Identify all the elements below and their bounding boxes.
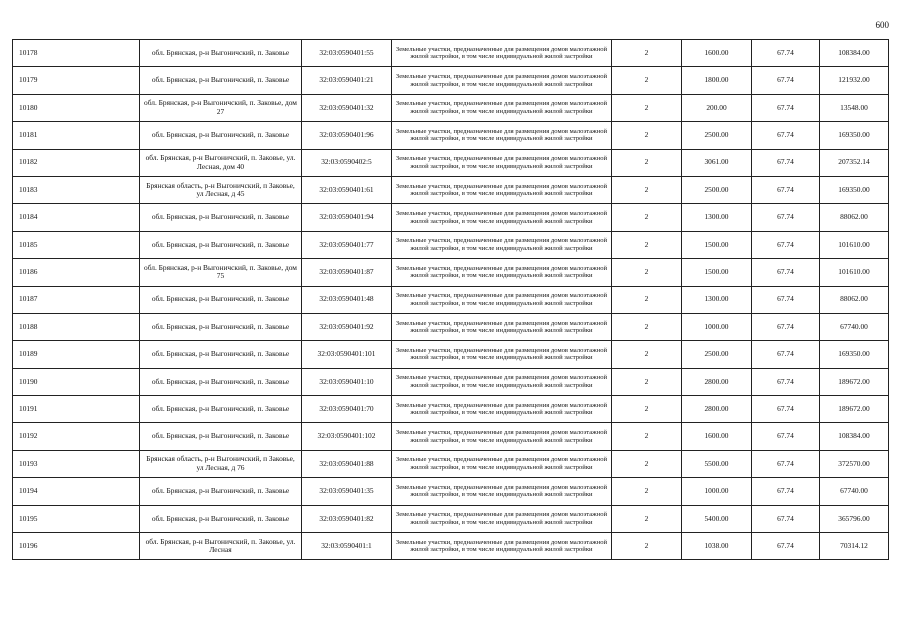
land-use-cell: Земельные участки, предназначенные для размещения домов малоэтажной жилой застройки, в том числе индивидуальной жилой застройки: [392, 505, 612, 532]
land-use-cell: Земельные участки, предназначенные для размещения домов малоэтажной жилой застройки, в том числе индивидуальной жилой застройки: [392, 478, 612, 505]
category-cell: 2: [612, 176, 682, 203]
cadastral-number-cell: 32:03:0590401:70: [302, 396, 392, 423]
area-cell: 1000.00: [682, 313, 752, 340]
address-cell: обл. Брянская, р-н Выгоничский, п. Заковье: [140, 341, 302, 368]
table-row: [13, 396, 889, 423]
address-cell: обл. Брянская, р-н Выгоничский, п. Заковье: [140, 423, 302, 450]
cadastral-number-cell: 32:03:0590401:61: [302, 176, 392, 203]
table-row: [13, 341, 889, 368]
cadastral-value-cell: 13548.00: [820, 94, 889, 121]
cadastral-value-cell: 67740.00: [820, 478, 889, 505]
table-row: [13, 94, 889, 121]
cadastral-number-cell: 32:03:0590401:94: [302, 204, 392, 231]
land-use-cell: Земельные участки, предназначенные для размещения домов малоэтажной жилой застройки, в том числе индивидуальной жилой застройки: [392, 341, 612, 368]
rate-cell: 67.74: [752, 204, 820, 231]
rate-cell: 67.74: [752, 478, 820, 505]
cadastral-value-cell: 101610.00: [820, 259, 889, 286]
table-row: [13, 259, 889, 286]
row-id-cell: 10187: [13, 286, 140, 313]
address-cell: обл. Брянская, р-н Выгоничский, п. Заковье, дом 75: [140, 259, 302, 286]
address-cell: обл. Брянская, р-н Выгоничский, п. Заковье: [140, 40, 302, 67]
row-id-cell: 10196: [13, 533, 140, 560]
row-id-cell: 10185: [13, 231, 140, 258]
land-use-cell: Земельные участки, предназначенные для размещения домов малоэтажной жилой застройки, в том числе индивидуальной жилой застройки: [392, 286, 612, 313]
address-cell: Брянская область, р-н Выгоничский, п Заковье, ул Лесная, д 76: [140, 450, 302, 477]
area-cell: 1300.00: [682, 286, 752, 313]
row-id-cell: 10184: [13, 204, 140, 231]
cadastral-number-cell: 32:03:0590401:77: [302, 231, 392, 258]
rate-cell: 67.74: [752, 176, 820, 203]
rate-cell: 67.74: [752, 122, 820, 149]
category-cell: 2: [612, 450, 682, 477]
category-cell: 2: [612, 149, 682, 176]
table-row: [13, 478, 889, 505]
address-cell: Брянская область, р-н Выгоничский, п Заковье, ул Лесная, д 45: [140, 176, 302, 203]
rate-cell: 67.74: [752, 341, 820, 368]
area-cell: 5400.00: [682, 505, 752, 532]
land-use-cell: Земельные участки, предназначенные для размещения домов малоэтажной жилой застройки, в том числе индивидуальной жилой застройки: [392, 450, 612, 477]
category-cell: 2: [612, 505, 682, 532]
category-cell: 2: [612, 122, 682, 149]
table-row: [13, 423, 889, 450]
area-cell: 1800.00: [682, 67, 752, 94]
area-cell: 2500.00: [682, 341, 752, 368]
land-use-cell: Земельные участки, предназначенные для размещения домов малоэтажной жилой застройки, в том числе индивидуальной жилой застройки: [392, 149, 612, 176]
area-cell: 2800.00: [682, 396, 752, 423]
row-id-cell: 10194: [13, 478, 140, 505]
rate-cell: 67.74: [752, 94, 820, 121]
cadastral-value-cell: 365796.00: [820, 505, 889, 532]
cadastral-number-cell: 32:03:0590401:87: [302, 259, 392, 286]
cadastral-number-cell: 32:03:0590401:21: [302, 67, 392, 94]
table-row: [13, 231, 889, 258]
cadastral-number-cell: 32:03:0590401:35: [302, 478, 392, 505]
table-row: [13, 533, 889, 560]
rate-cell: 67.74: [752, 313, 820, 340]
address-cell: обл. Брянская, р-н Выгоничский, п. Заковье, ул. Лесная, дом 40: [140, 149, 302, 176]
area-cell: 1600.00: [682, 40, 752, 67]
cadastral-value-cell: 189672.00: [820, 396, 889, 423]
rate-cell: 67.74: [752, 286, 820, 313]
rate-cell: 67.74: [752, 231, 820, 258]
land-use-cell: Земельные участки, предназначенные для размещения домов малоэтажной жилой застройки, в том числе индивидуальной жилой застройки: [392, 396, 612, 423]
cadastral-number-cell: 32:03:0590401:1: [302, 533, 392, 560]
address-cell: обл. Брянская, р-н Выгоничский, п. Заковье, дом 27: [140, 94, 302, 121]
cadastral-number-cell: 32:03:0590402:5: [302, 149, 392, 176]
row-id-cell: 10180: [13, 94, 140, 121]
area-cell: 1038.00: [682, 533, 752, 560]
area-cell: 2500.00: [682, 122, 752, 149]
table-row: [13, 149, 889, 176]
address-cell: обл. Брянская, р-н Выгоничский, п. Заковье: [140, 368, 302, 395]
category-cell: 2: [612, 286, 682, 313]
cadastral-value-cell: 121932.00: [820, 67, 889, 94]
cadastral-number-cell: 32:03:0590401:96: [302, 122, 392, 149]
category-cell: 2: [612, 231, 682, 258]
table-body: [13, 40, 889, 560]
area-cell: 1600.00: [682, 423, 752, 450]
category-cell: 2: [612, 40, 682, 67]
area-cell: 2800.00: [682, 368, 752, 395]
row-id-cell: 10190: [13, 368, 140, 395]
cadastral-value-cell: 169350.00: [820, 341, 889, 368]
cadastral-value-cell: 101610.00: [820, 231, 889, 258]
table-row: [13, 286, 889, 313]
cadastral-number-cell: 32:03:0590401:101: [302, 341, 392, 368]
cadastral-value-cell: 88062.00: [820, 204, 889, 231]
address-cell: обл. Брянская, р-н Выгоничский, п. Заковье, ул. Лесная: [140, 533, 302, 560]
category-cell: 2: [612, 368, 682, 395]
category-cell: 2: [612, 204, 682, 231]
address-cell: обл. Брянская, р-н Выгоничский, п. Заковье: [140, 478, 302, 505]
row-id-cell: 10191: [13, 396, 140, 423]
land-use-cell: Земельные участки, предназначенные для размещения домов малоэтажной жилой застройки, в том числе индивидуальной жилой застройки: [392, 204, 612, 231]
land-use-cell: Земельные участки, предназначенные для размещения домов малоэтажной жилой застройки, в том числе индивидуальной жилой застройки: [392, 423, 612, 450]
land-use-cell: Земельные участки, предназначенные для размещения домов малоэтажной жилой застройки, в том числе индивидуальной жилой застройки: [392, 259, 612, 286]
cadastral-value-cell: 169350.00: [820, 176, 889, 203]
table-row: [13, 67, 889, 94]
category-cell: 2: [612, 533, 682, 560]
rate-cell: 67.74: [752, 149, 820, 176]
table-row: [13, 204, 889, 231]
cadastral-number-cell: 32:03:0590401:88: [302, 450, 392, 477]
area-cell: 3061.00: [682, 149, 752, 176]
land-use-cell: Земельные участки, предназначенные для размещения домов малоэтажной жилой застройки, в том числе индивидуальной жилой застройки: [392, 533, 612, 560]
category-cell: 2: [612, 313, 682, 340]
table-row: [13, 368, 889, 395]
category-cell: 2: [612, 67, 682, 94]
row-id-cell: 10182: [13, 149, 140, 176]
address-cell: обл. Брянская, р-н Выгоничский, п. Заковье: [140, 313, 302, 340]
rate-cell: 67.74: [752, 505, 820, 532]
area-cell: 5500.00: [682, 450, 752, 477]
address-cell: обл. Брянская, р-н Выгоничский, п. Заковье: [140, 505, 302, 532]
category-cell: 2: [612, 94, 682, 121]
address-cell: обл. Брянская, р-н Выгоничский, п. Заковье: [140, 204, 302, 231]
table-row: [13, 176, 889, 203]
row-id-cell: 10188: [13, 313, 140, 340]
rate-cell: 67.74: [752, 259, 820, 286]
category-cell: 2: [612, 478, 682, 505]
cadastral-value-cell: 108384.00: [820, 423, 889, 450]
category-cell: 2: [612, 259, 682, 286]
row-id-cell: 10186: [13, 259, 140, 286]
address-cell: обл. Брянская, р-н Выгоничский, п. Заковье: [140, 286, 302, 313]
rate-cell: 67.74: [752, 368, 820, 395]
page-number: 600: [875, 20, 889, 30]
cadastral-value-cell: 88062.00: [820, 286, 889, 313]
category-cell: 2: [612, 423, 682, 450]
area-cell: 200.00: [682, 94, 752, 121]
area-cell: 1000.00: [682, 478, 752, 505]
cadastral-value-cell: 67740.00: [820, 313, 889, 340]
row-id-cell: 10189: [13, 341, 140, 368]
rate-cell: 67.74: [752, 40, 820, 67]
address-cell: обл. Брянская, р-н Выгоничский, п. Заковье: [140, 231, 302, 258]
category-cell: 2: [612, 396, 682, 423]
row-id-cell: 10183: [13, 176, 140, 203]
cadastral-number-cell: 32:03:0590401:82: [302, 505, 392, 532]
row-id-cell: 10181: [13, 122, 140, 149]
cadastral-number-cell: 32:03:0590401:10: [302, 368, 392, 395]
area-cell: 1300.00: [682, 204, 752, 231]
cadastral-value-cell: 70314.12: [820, 533, 889, 560]
land-use-cell: Земельные участки, предназначенные для размещения домов малоэтажной жилой застройки, в том числе индивидуальной жилой застройки: [392, 231, 612, 258]
area-cell: 2500.00: [682, 176, 752, 203]
land-use-cell: Земельные участки, предназначенные для размещения домов малоэтажной жилой застройки, в том числе индивидуальной жилой застройки: [392, 368, 612, 395]
rate-cell: 67.74: [752, 396, 820, 423]
category-cell: 2: [612, 341, 682, 368]
address-cell: обл. Брянская, р-н Выгоничский, п. Заковье: [140, 67, 302, 94]
table-row: [13, 122, 889, 149]
cadastral-value-cell: 372570.00: [820, 450, 889, 477]
cadastral-number-cell: 32:03:0590401:48: [302, 286, 392, 313]
table-row: [13, 505, 889, 532]
table-row: [13, 450, 889, 477]
rate-cell: 67.74: [752, 533, 820, 560]
cadastral-value-cell: 207352.14: [820, 149, 889, 176]
area-cell: 1500.00: [682, 259, 752, 286]
cadastral-value-cell: 169350.00: [820, 122, 889, 149]
land-use-cell: Земельные участки, предназначенные для размещения домов малоэтажной жилой застройки, в том числе индивидуальной жилой застройки: [392, 94, 612, 121]
rate-cell: 67.74: [752, 423, 820, 450]
row-id-cell: 10179: [13, 67, 140, 94]
cadastral-number-cell: 32:03:0590401:55: [302, 40, 392, 67]
cadastral-number-cell: 32:03:0590401:92: [302, 313, 392, 340]
land-use-cell: Земельные участки, предназначенные для размещения домов малоэтажной жилой застройки, в том числе индивидуальной жилой застройки: [392, 176, 612, 203]
row-id-cell: 10195: [13, 505, 140, 532]
land-use-cell: Земельные участки, предназначенные для размещения домов малоэтажной жилой застройки, в том числе индивидуальной жилой застройки: [392, 122, 612, 149]
table-row: [13, 313, 889, 340]
land-use-cell: Земельные участки, предназначенные для размещения домов малоэтажной жилой застройки, в том числе индивидуальной жилой застройки: [392, 313, 612, 340]
row-id-cell: 10193: [13, 450, 140, 477]
cadastral-number-cell: 32:03:0590401:102: [302, 423, 392, 450]
cadastral-value-table: [12, 39, 889, 560]
cadastral-value-cell: 189672.00: [820, 368, 889, 395]
address-cell: обл. Брянская, р-н Выгоничский, п. Заковье: [140, 122, 302, 149]
table-row: [13, 40, 889, 67]
rate-cell: 67.74: [752, 450, 820, 477]
area-cell: 1500.00: [682, 231, 752, 258]
rate-cell: 67.74: [752, 67, 820, 94]
land-use-cell: Земельные участки, предназначенные для размещения домов малоэтажной жилой застройки, в том числе индивидуальной жилой застройки: [392, 67, 612, 94]
address-cell: обл. Брянская, р-н Выгоничский, п. Заковье: [140, 396, 302, 423]
cadastral-value-cell: 108384.00: [820, 40, 889, 67]
row-id-cell: 10178: [13, 40, 140, 67]
row-id-cell: 10192: [13, 423, 140, 450]
land-use-cell: Земельные участки, предназначенные для размещения домов малоэтажной жилой застройки, в том числе индивидуальной жилой застройки: [392, 40, 612, 67]
cadastral-number-cell: 32:03:0590401:32: [302, 94, 392, 121]
